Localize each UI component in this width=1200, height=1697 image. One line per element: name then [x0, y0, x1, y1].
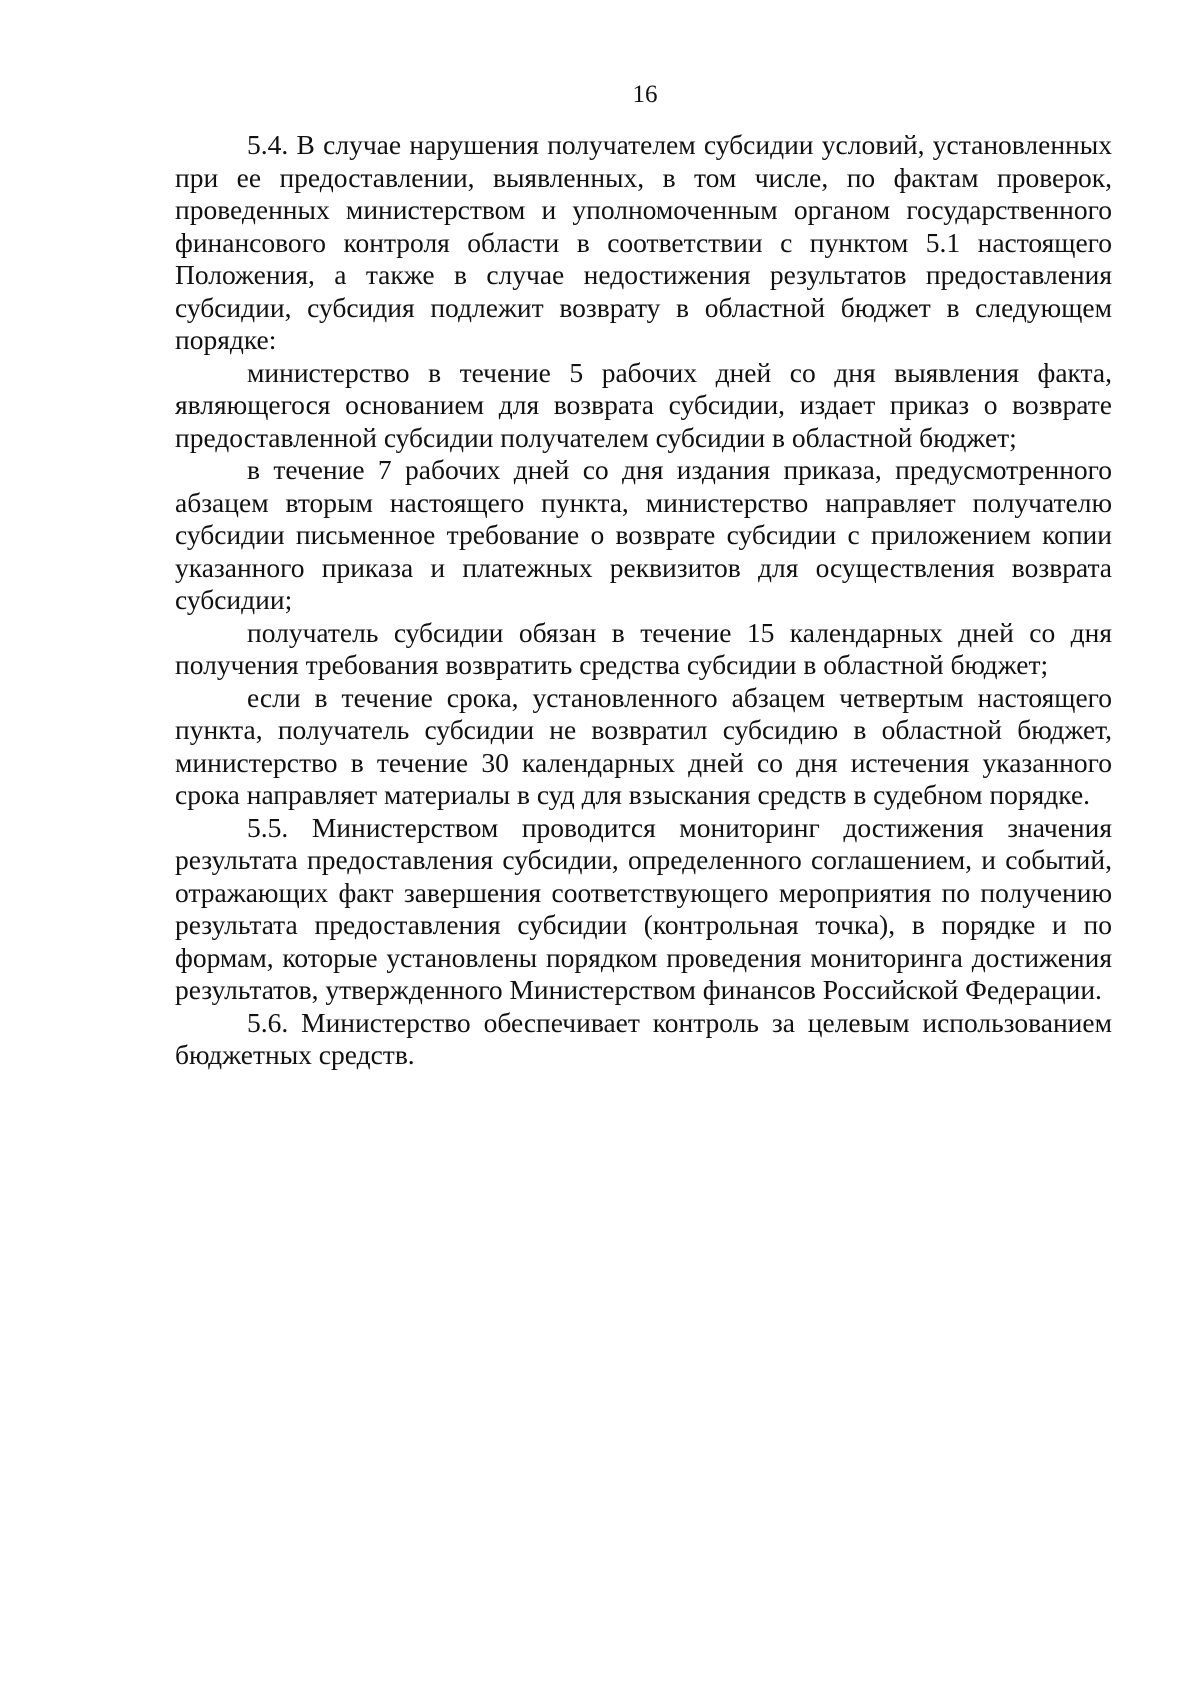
paragraph-5-5: 5.5. Министерством проводится мониторинг достижения значения результата предоставления субсидии, определенного соглашением, и событий, отражающих факт завершения соответствующего мероприятия по получению результата предоставления субсидии (контрольная точка), в порядке и по формам, которые установлены порядком проведения мониторинга достижения результатов, утвержденного Министерством финансов Российской Федерации.: [175, 811, 1112, 1005]
paragraph-court-recovery: если в течение срока, установленного абзацем четвертым настоящего пункта, получатель субсидии не возвратил субсидию в областной бюджет, министерство в течение 30 календарных дней со дня истечения указанного срока направляет материалы в суд для взыскания средств в судебном порядке.: [175, 681, 1112, 810]
paragraph-written-demand: в течение 7 рабочих дней со дня издания приказа, предусмотренного абзацем вторым настоящего пункта, министерство направляет получателю субсидии письменное требование о возврате субсидии с приложением копии указанного приказа и платежных реквизитов для осуществления возврата субсидии;: [175, 454, 1112, 615]
paragraph-recipient-return: получатель субсидии обязан в течение 15 календарных дней со дня получения требования возвратить средства субсидии в областной бюджет;: [175, 616, 1112, 680]
paragraph-ministry-order: министерство в течение 5 рабочих дней со дня выявления факта, являющегося основанием для возврата субсидии, издает приказ о возврате предоставленной субсидии получателем субсидии в областной бюджет;: [175, 356, 1112, 453]
paragraph-5-6: 5.6. Министерство обеспечивает контроль за целевым использованием бюджетных средств.: [175, 1006, 1112, 1070]
paragraph-5-4: 5.4. В случае нарушения получателем субсидии условий, установленных при ее предоставлении, выявленных, в том числе, по фактам проверок, проведенных министерством и уполномоченным органом государственного финансового контроля области в соответствии с пунктом 5.1 настоящего Положения, а также в случае недостижения результатов предоставления субсидии, субсидия подлежит возврату в областной бюджет в следующем порядке:: [175, 129, 1112, 355]
document-body: [175, 129, 1112, 1072]
page-number: 16: [632, 81, 658, 108]
